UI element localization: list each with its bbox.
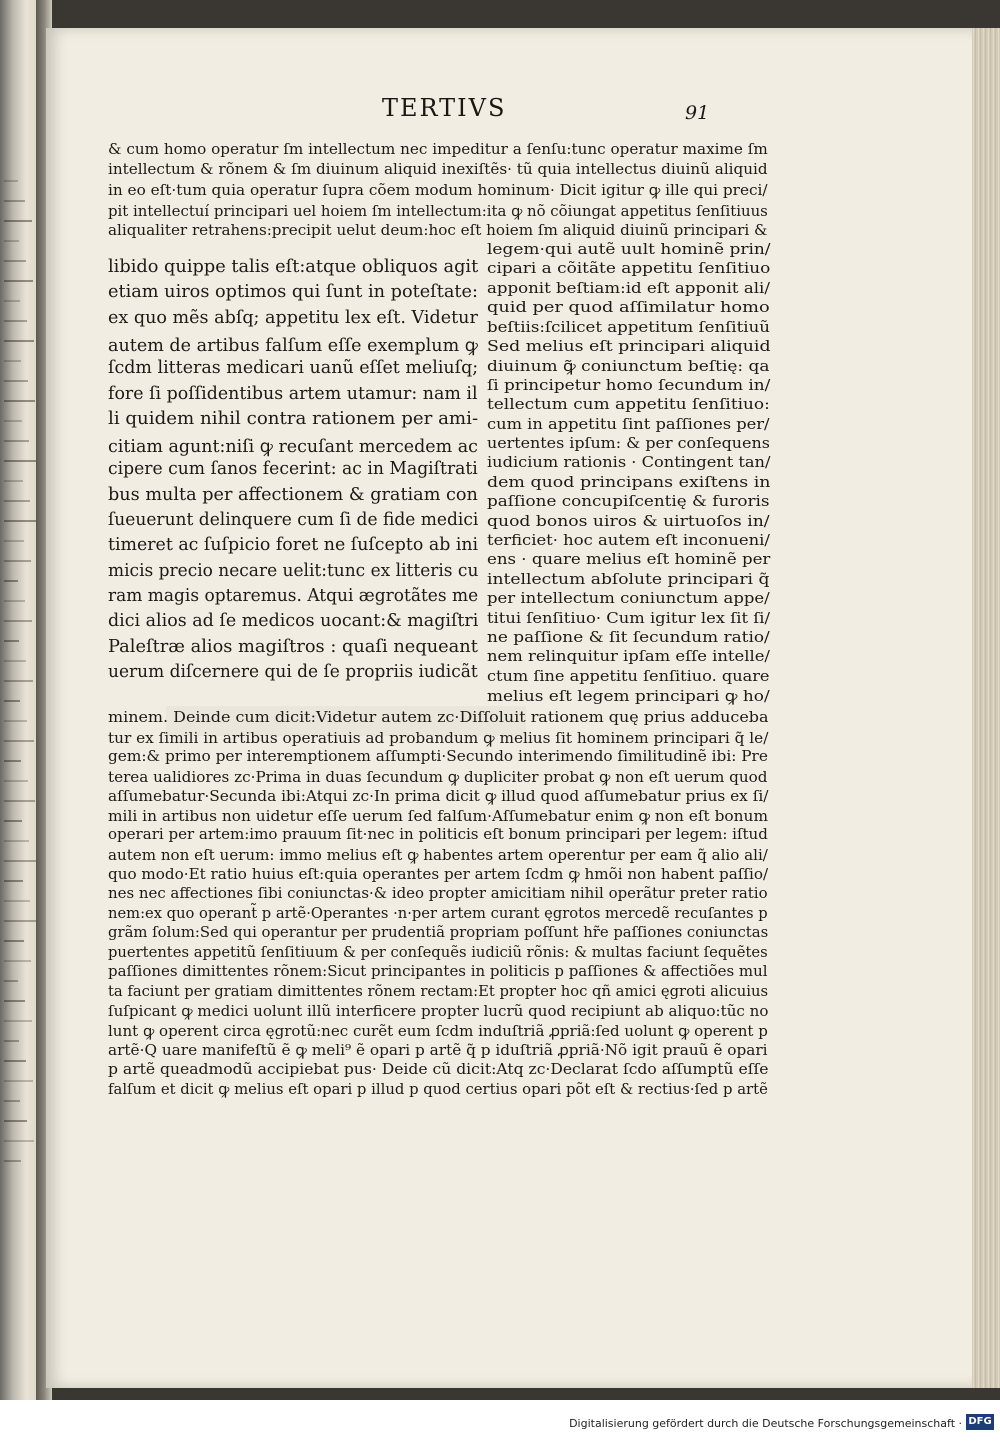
- commentary-line: ens · quare melius eſt hominẽ per: [487, 550, 771, 569]
- text-line: fore ſi poſſidentibus artem utamur: nam il: [108, 383, 478, 404]
- edge-ghost-mark: [4, 910, 37, 922]
- edge-ghost-mark: [4, 890, 30, 902]
- edge-ghost-mark: [4, 330, 34, 342]
- edge-ghost-mark: [4, 1050, 26, 1062]
- text-line: cipere cum ſanos fecerint: ac in Magiſtrati: [108, 459, 478, 480]
- text-line: ex quo mẽs abſq; appetitu lex eſt. Videtur: [108, 307, 478, 328]
- commentary-line: cum in appetitu ſint paſſiones per/: [487, 414, 770, 433]
- edge-ghost-mark: [4, 770, 28, 782]
- edge-ghost-mark: [4, 730, 34, 742]
- commentary-line: intellectum abſolute principari q̃: [487, 569, 770, 588]
- text-line: etiam uiros optimos qui ſunt in poteſtate:: [108, 282, 478, 303]
- edge-ghost-mark: [4, 530, 24, 542]
- commentary-line: p artẽ queadmodũ accipiebat pus· Deide cũ dicit:Atq zc·Declarat ſcdo aſſumptũ eſſe: [108, 1059, 769, 1078]
- commentary-line: autem non eſt uerum: immo melius eſt ꝙ habentes artem operentur per eam q̃ alio ali/: [108, 845, 768, 864]
- edge-ghost-mark: [4, 1030, 19, 1042]
- commentary-line: puertentes appetitũ ſenſitiuum & per conſequẽs iudiciũ rõnis: & multas faciunt ſequẽtes: [108, 942, 768, 961]
- text-line: timeret ac ſuſpicio foret ne ſuſcepto ab ini: [108, 535, 479, 556]
- edge-ghost-mark: [4, 570, 18, 582]
- edge-ghost-mark: [4, 450, 36, 462]
- edge-ghost-mark: [4, 950, 31, 962]
- commentary-line: intellectum & rõnem & ſm diuinum aliquid inexiſtẽs· tũ quia intellectus diuinũ aliquid: [108, 160, 768, 179]
- edge-ghost-mark: [4, 710, 27, 722]
- commentary-line: & cum homo operatur ſm intellectum nec impeditur a ſenſu:tunc operatur maxime ſm: [108, 140, 768, 158]
- dfg-logo[interactable]: DFG: [966, 1414, 994, 1430]
- edge-ghost-mark: [4, 990, 25, 1002]
- text-line: autem de artibus falſum eſſe exemplum ꝙ: [108, 335, 478, 356]
- edge-ghost-mark: [4, 370, 28, 382]
- commentary-line: quo modo·Et ratio huius eſt:quia operantes per artem ſcdm ꝙ hmõi non habent paſſio/: [108, 865, 769, 884]
- commentary-line: quod bonos uiros & uirtuoſos in/: [487, 511, 770, 530]
- commentary-line: melius eſt legem principari ꝙ ho/: [487, 687, 770, 706]
- text-line: libido quippe talis eſt:atque obliquos agit: [108, 257, 479, 277]
- commentary-line: legem·qui autẽ uult hominẽ prin/: [487, 240, 771, 258]
- commentary-line: artẽ·Q uare manifeſtũ ẽ ꝙ meli⁹ ẽ opari p artẽ q̃ p iduſtriã ꝓpriã·Nõ igit prauũ ẽ opari: [108, 1041, 768, 1060]
- text-line: ſcdm litteras medicari uanũ eſſet meliuſq;: [108, 358, 479, 379]
- commentary-line: apponit beſtiam:id eſt apponit ali/: [487, 278, 770, 297]
- commentary-line: cipari a cõitãte appetitu ſenſitiuo: [487, 259, 771, 278]
- edge-ghost-mark: [4, 270, 33, 282]
- commentary-line: minem. Deinde cum dicit:Videtur autem zc·Diſſoluit rationem quę prius adduceba: [108, 708, 769, 726]
- edge-ghost-mark: [4, 350, 21, 362]
- edge-ghost-mark: [4, 590, 25, 602]
- commentary-line: in eo eſt·tum quia operatur ſupra cõem modum hominum· Dicit igitur ꝙ ille qui preci/: [108, 181, 768, 200]
- edge-ghost-mark: [4, 470, 23, 482]
- edge-ghost-mark: [4, 870, 23, 882]
- edge-ghost-mark: [4, 790, 35, 802]
- edge-ghost-mark: [4, 410, 22, 422]
- commentary-line: grãm ſolum:Sed qui operantur per prudentiã propriam poſſunt hr̃e paſſiones coniunctas: [108, 923, 769, 942]
- commentary-line: beſtiis:ſcilicet appetitum ſenſitiuũ: [487, 317, 770, 336]
- edge-ghost-mark: [4, 830, 29, 842]
- edge-ghost-mark: [4, 310, 27, 322]
- edge-ghost-mark: [4, 1090, 20, 1102]
- edge-ghost-mark: [4, 810, 22, 822]
- commentary-line: terea ualidiores zc·Prima in duas ſecundum ꝙ dupliciter probat ꝙ non eſt uerum quod: [108, 767, 768, 786]
- edge-ghost-mark: [4, 1110, 27, 1122]
- commentary-line: pit intellectuí principari uel hoiem ſm intellectum:ita ꝙ nõ cõiungat appetitus ſenſitiuus: [108, 201, 768, 220]
- commentary-line: ſi principetur homo ſecundum in/: [487, 375, 771, 394]
- edge-ghost-mark: [4, 1130, 34, 1142]
- commentary-line: nem relinquitur ipſam eſſe intelle/: [487, 647, 770, 666]
- text-line: bus multa per affectionem & gratiam con: [108, 484, 478, 505]
- text-line: li quidem nihil contra rationem per ami-: [108, 408, 479, 429]
- commentary-line: lunt ꝙ operent circa ęgrotũ:nec curẽt eum ſcdm induſtriã ꝓpriã:ſed uolunt ꝙ operent p: [108, 1021, 768, 1040]
- commentary-line: aſſumebatur·Secunda ibi:Atqui zc·In prima dicit ꝙ illud quod aſſumebatur prius ex ſi/: [108, 787, 769, 806]
- edge-ghost-mark: [4, 1070, 33, 1082]
- commentary-line: per intellectum coniunctum appe/: [487, 589, 770, 608]
- edge-ghost-mark: [4, 630, 19, 642]
- edge-ghost-mark: [4, 170, 18, 182]
- text-line: ſueuerunt delinquere cum ſi de fide medici: [108, 510, 479, 530]
- commentary-line: Sed melius eſt principari aliquid: [487, 337, 771, 355]
- page-number: 91: [685, 102, 710, 124]
- commentary-line: titui ſenſitiuo· Cum igitur lex ſit ſi/: [487, 608, 770, 627]
- edge-ghost-mark: [4, 250, 26, 262]
- edge-ghost-mark: [4, 190, 25, 202]
- edge-ghost-mark: [4, 1010, 32, 1022]
- edge-ghost-mark: [4, 750, 21, 762]
- commentary-line: aliqualiter retrahens:precipit uelut deum:hoc eſt hoiem ſm aliquid diuinũ principari &: [108, 220, 768, 239]
- commentary-line: gem:& primo per interemptionem aſſumpti·Secundo interimendo ſimilitudinẽ ibi: Pre: [108, 747, 768, 766]
- commentary-line: ctum ſine appetitu ſenſitiuo. quare: [487, 666, 770, 685]
- commentary-line: ne paſſione & ſit ſecundum ratio/: [487, 628, 770, 646]
- edge-ghost-mark: [4, 850, 36, 862]
- running-title: TERTIVS: [382, 94, 507, 122]
- edge-ghost-mark: [4, 690, 20, 702]
- commentary-line: dem quod principans exiſtens in: [487, 472, 771, 491]
- edge-ghost-mark: [4, 610, 32, 622]
- edge-ghost-mark: [4, 230, 19, 242]
- edge-ghost-mark: [4, 650, 26, 662]
- commentary-line: iudicium rationis · Contingent tan/: [487, 453, 771, 472]
- edge-ghost-mark: [4, 430, 29, 442]
- edge-ghost-mark: [4, 1150, 21, 1162]
- commentary-line: nem:ex quo operant̃ p artẽ·Operantes ·n·per artem curant ęgrotos mercedẽ recuſantes p: [108, 903, 768, 922]
- text-line: dici alios ad ſe medicos uocant:& magiſtri: [108, 611, 479, 632]
- commentary-line: terficiet· hoc autem eſt inconueni/: [487, 531, 770, 549]
- commentary-line: paſſione concupiſcentię & furoris: [487, 492, 770, 511]
- commentary-line: quid per quod aſſimilatur homo: [487, 298, 770, 317]
- commentary-line: ſuſpicant ꝙ medici uolunt illũ interficere propter lucrũ quod recipiunt ab aliquo:tũc no: [108, 1002, 769, 1021]
- commentary-line: uertentes ipſum: & per conſequens: [487, 434, 770, 452]
- edge-ghost-mark: [4, 290, 20, 302]
- text-line: uerum diſcernere qui de ſe propriis iudicãt: [108, 661, 478, 682]
- commentary-line: operari per artem:imo prauum ſit·nec in politicis eſt bonum principari per legem: iſtud: [108, 825, 768, 844]
- commentary-line: diuinum ꝙ̃ coniunctum beſtię: qa: [487, 357, 770, 376]
- edge-ghost-mark: [4, 930, 24, 942]
- commentary-line: nes nec affectiones ſibi coniunctas·& ideo propter amicitiam nihil operãtur preter ratio: [108, 883, 768, 902]
- edge-ghost-mark: [4, 510, 37, 522]
- edge-ghost-mark: [4, 210, 32, 222]
- edge-ghost-mark: [4, 550, 31, 562]
- text-line: citiam agunt:niſi ꝙ recuſant mercedem ac: [108, 437, 478, 458]
- text-line: Paleſtræ alios magiſtros : quaſi nequeant: [108, 636, 478, 657]
- commentary-line: paſſiones dimittentes rõnem:Sicut principantes in politicis p paſſiones & affectiões mul: [108, 962, 768, 981]
- edge-ghost-mark: [4, 970, 18, 982]
- edge-ghost-mark: [4, 390, 35, 402]
- text-line: micis precio necare uelit:tunc ex litteris cu: [108, 560, 479, 581]
- edge-ghost-mark: [4, 490, 30, 502]
- commentary-line: mili in artibus non uidetur eſſe uerum ſed falſum·Aſſumebatur enim ꝙ non eſt bonum: [108, 806, 768, 825]
- edge-ghost-mark: [4, 670, 33, 682]
- commentary-line: ta faciunt per gratiam dimittentes rõnem rectam:Et propter hoc qñ amici ęgroti alicuius: [108, 981, 769, 1000]
- text-line: ram magis optaremus. Atqui ægrotãtes me: [108, 585, 479, 606]
- commentary-line: falſum et dicit ꝙ melius eſt opari p illud p quod certius opari põt eſt & rectius·ſed p artẽ: [108, 1080, 768, 1099]
- commentary-line: tellectum cum appetitu ſenſitiuo:: [487, 395, 770, 414]
- commentary-line: tur ex ſimili in artibus operatiuis ad probandum ꝙ melius ſit hominem principari q̃ le/: [108, 728, 769, 747]
- funding-note: Digitalisierung gefördert durch die Deutsche Forschungsgemeinschaft ·: [569, 1417, 962, 1430]
- page-fore-edge: [972, 28, 1000, 1388]
